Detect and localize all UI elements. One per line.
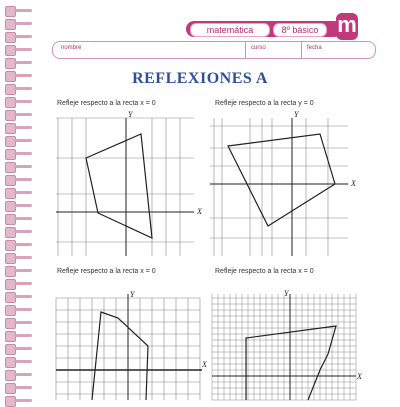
subject-header — [186, 21, 342, 37]
exercise-2-prompt: Refleje respecto a la recta y = 0 — [215, 100, 314, 107]
grade-tag: 8º básico — [273, 23, 327, 37]
spiral-ring — [14, 22, 32, 25]
y-axis-label: Y — [284, 289, 289, 298]
y-axis-label: Y — [130, 290, 135, 299]
spiral-ring — [14, 152, 32, 155]
spiral-ring — [14, 269, 32, 272]
x-axis-label: X — [357, 372, 362, 381]
student-info-bar — [52, 41, 376, 59]
worksheet-title: REFLEXIONES A — [132, 70, 268, 87]
spiral-ring — [14, 61, 32, 64]
spiral-ring — [14, 334, 32, 337]
logo-badge: m — [336, 13, 358, 40]
spiral-ring — [14, 9, 32, 12]
spiral-ring — [14, 204, 32, 207]
spiral-ring — [14, 178, 32, 181]
spiral-ring — [14, 139, 32, 142]
course-label: curso — [251, 45, 266, 51]
spiral-ring — [14, 399, 32, 402]
x-axis-label: X — [197, 207, 202, 216]
spiral-ring — [14, 308, 32, 311]
polygon-shape — [86, 134, 152, 238]
info-divider — [301, 42, 302, 58]
y-axis-label: Y — [128, 110, 133, 119]
exercise-1-prompt: Refleje respecto a la recta x = 0 — [57, 100, 156, 107]
spiral-ring — [14, 35, 32, 38]
spiral-ring — [14, 373, 32, 376]
spiral-ring — [14, 126, 32, 129]
spiral-ring — [14, 165, 32, 168]
spiral-ring — [14, 256, 32, 259]
x-axis-label: X — [202, 360, 207, 369]
exercise-3-prompt: Refleje respecto a la recta x = 0 — [57, 268, 156, 275]
spiral-ring — [14, 282, 32, 285]
exercise-3-grid — [56, 288, 206, 400]
spiral-ring — [14, 295, 32, 298]
spiral-ring — [14, 217, 32, 220]
exercise-2-grid — [210, 110, 360, 260]
spiral-ring — [14, 347, 32, 350]
y-axis-label: Y — [294, 110, 299, 119]
exercise-4-grid — [212, 290, 362, 400]
exercise-1-grid — [56, 110, 206, 260]
spiral-ring — [14, 100, 32, 103]
exercise-4-prompt: Refleje respecto a la recta x = 0 — [215, 268, 314, 275]
spiral-ring — [14, 113, 32, 116]
spiral-ring — [14, 360, 32, 363]
spiral-ring — [14, 386, 32, 389]
x-axis-label: X — [351, 179, 356, 188]
subject-tag: matemática — [190, 23, 270, 37]
spiral-ring — [14, 230, 32, 233]
spiral-binding — [0, 0, 36, 400]
date-label: fecha — [307, 45, 322, 51]
spiral-ring — [14, 48, 32, 51]
polygon-shape — [92, 312, 148, 400]
name-label: nombre — [61, 45, 82, 51]
info-divider — [245, 42, 246, 58]
spiral-ring — [14, 243, 32, 246]
spiral-ring — [14, 191, 32, 194]
polygon-shape — [246, 326, 336, 400]
spiral-ring — [14, 321, 32, 324]
